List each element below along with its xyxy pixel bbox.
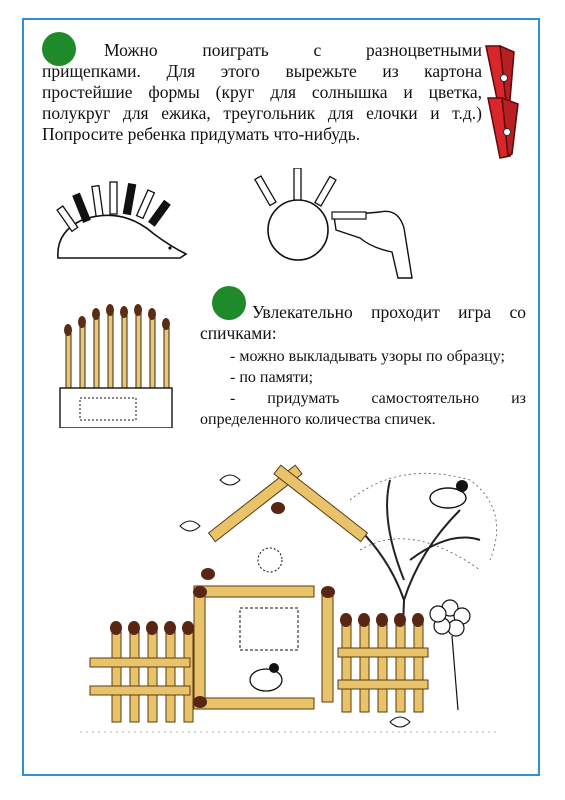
list-item: - по памяти;	[230, 369, 314, 386]
list-item: - придумать самостоятельно из	[230, 390, 526, 407]
matchbox-drawing	[50, 304, 190, 428]
para2-line1: Увлекательно проходит игра со	[252, 302, 526, 322]
clothespin-paragraph	[42, 40, 482, 145]
para1-line1: Можно поиграть с разноцветными	[104, 40, 482, 60]
para1-line5: Попросите ребенка придумать что-нибудь.	[42, 124, 361, 144]
list-item: определенного количества спичек.	[200, 411, 436, 428]
para2-line2: спичками:	[200, 323, 277, 343]
para1-line4: полукруг для ежика, треугольник для елочки и т.д.)	[42, 103, 482, 123]
para1-line3: простейшие формы (круг для солнышка и цветка,	[42, 82, 482, 102]
para1-line2: прищепками. Для этого вырежьте из картона	[42, 61, 482, 81]
matches-list	[200, 346, 526, 430]
clothespin-icon	[478, 42, 524, 162]
sun-clothespin-drawing	[252, 168, 422, 280]
hedgehog-drawing	[52, 176, 192, 268]
match-house-scene	[60, 440, 520, 750]
list-item: - можно выкладывать узоры по образцу;	[230, 348, 505, 365]
matches-paragraph	[200, 302, 526, 344]
